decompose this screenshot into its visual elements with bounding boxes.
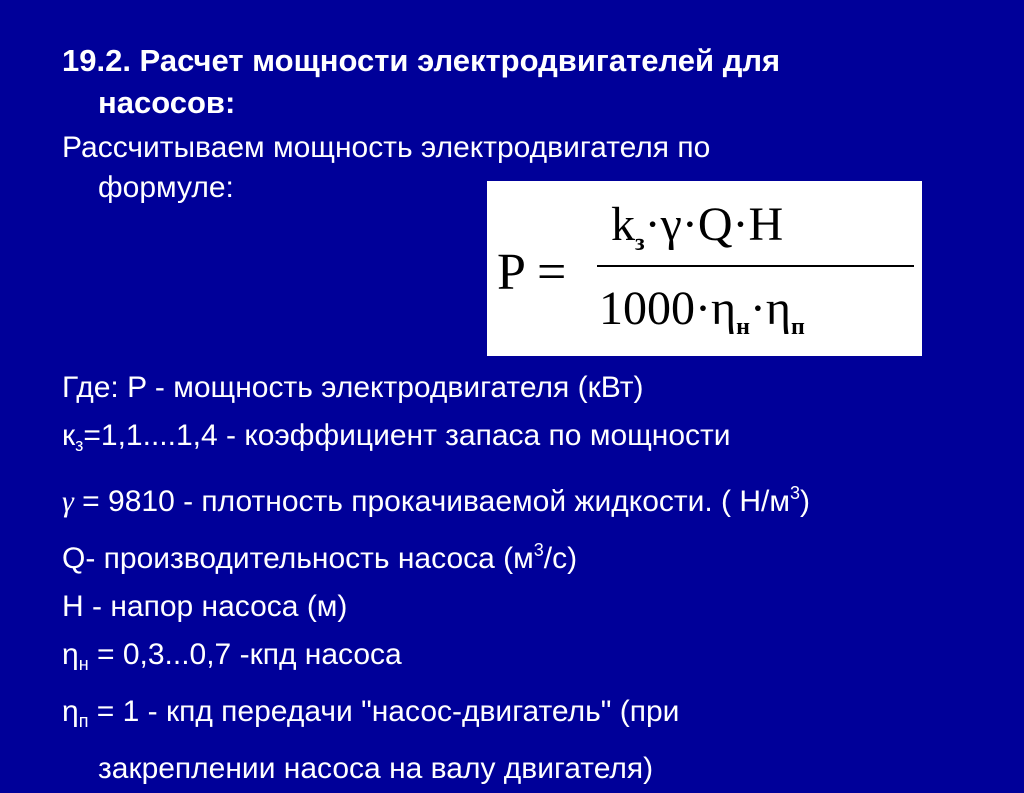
gamma-text: = 9810 - плотность прокачиваемой жидкости. ( Н/м (73, 485, 791, 518)
formula-k: k (611, 198, 635, 251)
formula-numerator-rest: ·γ·Q·H (644, 198, 784, 251)
q-text: Q- производительность насоса (м (62, 542, 534, 575)
power-formula (487, 181, 922, 356)
k-symbol: к (62, 419, 76, 452)
formula-fraction-bar (597, 265, 914, 267)
formula-lhs: P = (497, 244, 567, 301)
intro-line-2: формуле: (98, 171, 234, 204)
definition-gamma (62, 469, 962, 526)
formula-numerator (611, 195, 783, 273)
definitions-list (62, 364, 962, 793)
definition-h: H - напор насоса (м) (62, 590, 348, 623)
intro-line-1: Рассчитываем мощность электродвигателя по (62, 131, 711, 164)
definition-q (62, 526, 962, 583)
q-superscript: 3 (533, 540, 544, 560)
definition-eta-p (62, 688, 962, 745)
eta-p-text: = 1 - кпд передачи "насос-двигатель" (при (88, 695, 680, 728)
slide-title (62, 40, 962, 124)
definition-k (62, 412, 962, 469)
gamma-superscript: 3 (790, 483, 801, 503)
formula-den-start: 1000·η (599, 282, 737, 335)
formula-eta-n-subscript: н (736, 314, 750, 340)
title-line-1: 19.2. Расчет мощности электродвигателей для (62, 43, 781, 78)
gamma-symbol: γ (62, 485, 74, 518)
formula-den-mid: ·η (749, 282, 792, 335)
definition-eta-n (62, 631, 962, 688)
eta-n-symbol: η (62, 638, 79, 671)
formula-k-subscript: з (635, 230, 645, 256)
eta-n-text: = 0,3...0,7 -кпд насоса (88, 638, 402, 671)
k-text: =1,1....1,4 - коэффициент запаса по мощности (83, 419, 731, 452)
gamma-end: ) (800, 485, 811, 518)
q-end: /с) (543, 542, 578, 575)
k-subscript: з (75, 435, 84, 455)
definition-eta-p-continuation: закреплении насоса на валу двигателя) (98, 752, 654, 785)
formula-denominator (599, 279, 805, 357)
definition-p: Где: P - мощность электродвигателя (кВт) (62, 371, 644, 404)
title-line-2: насосов: (98, 85, 236, 120)
eta-n-subscript: н (78, 654, 89, 674)
eta-p-symbol: η (62, 695, 79, 728)
formula-eta-p-subscript: п (791, 314, 805, 340)
eta-p-subscript: п (78, 711, 89, 731)
